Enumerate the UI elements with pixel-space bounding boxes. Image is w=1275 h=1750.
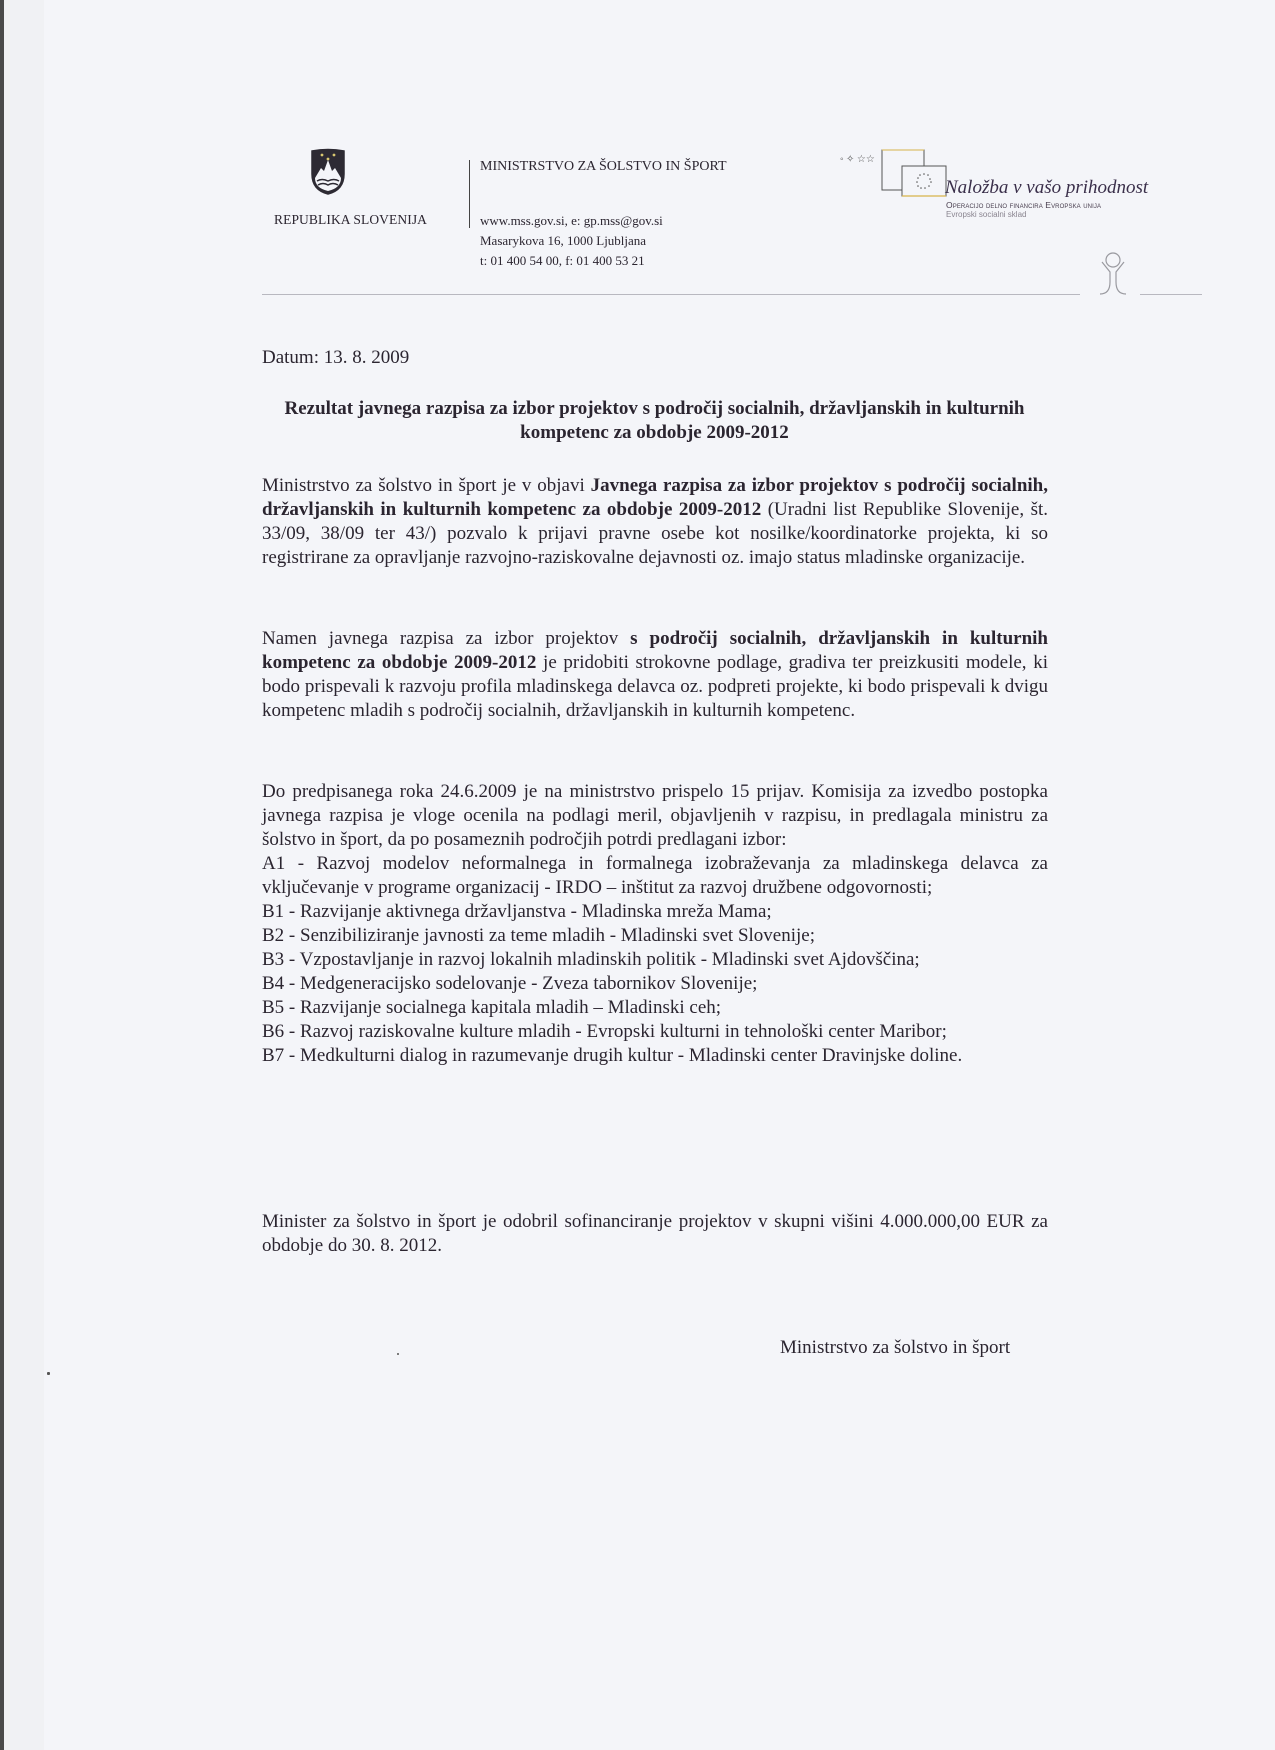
list-item: A1 - Razvoj modelov neformalnega in formalnega izobraževanja za mladinskega delavca za vključevanje v programe organizacij - IRDO – inštitut za razvoj družbene odgovornosti; — [262, 853, 1048, 898]
scan-speck — [47, 1372, 50, 1375]
eu-slogan: Naložba v vašo prihodnost — [945, 177, 1149, 198]
paragraph-intro-bold: Javnega razpisa za izbor projektov s področij socialnih, državljanskih in kulturnih kompetenc za obdobje 2009-2012 — [262, 475, 1048, 520]
contact-block — [480, 211, 663, 271]
svg-text:◦ ✧ ☆☆: ◦ ✧ ☆☆ — [840, 154, 875, 165]
paragraph-selection — [262, 780, 1048, 1068]
list-item: B2 - Senzibiliziranje javnosti za teme mladih - Mladinski svet Slovenije; — [262, 925, 815, 946]
list-item: B7 - Medkulturni dialog in razumevanje drugih kultur - Mladinski center Dravinjske doline. — [262, 1045, 963, 1066]
scan-speck — [397, 1353, 399, 1355]
header-divider — [469, 160, 470, 228]
paragraph-purpose-bold: s področij socialnih, državljanskih in kulturnih kompetenc za obdobje 2009-2012 — [262, 628, 1049, 673]
paragraph-intro-rest: (Uradni list Republike Slovenije, št. 33/09, 38/09 ter 43/) pozvalo k prijavi pravne osebe kot nosilke/koordinatorke projekta, ki so registrirane za opravljanje razvojno-raziskovalne dejavnosti oz. imajo status mladinske organizacije. — [262, 499, 1048, 568]
list-item: B6 - Razvoj raziskovalne kulture mladih - Evropski kulturni in tehnološki center Maribor; — [262, 1021, 947, 1042]
paragraph-purpose-rest: je pridobiti strokovne podlage, gradiva ter preizkusiti modele, ki bodo prispevali k razvoju profila mladinskega delavca oz. podpreti projekte, ki bodo prispevali k dvigu kompetenc mladih s področij socialnih, državljanskih in kulturnih kompetenc. — [262, 652, 1048, 721]
eu-flag-icon — [840, 148, 950, 208]
paragraph-purpose-text: Namen javnega razpisa za izbor projektov — [262, 628, 631, 649]
eu-fund-label: Evropski socialni sklad — [946, 210, 1027, 219]
coat-of-arms-icon — [308, 148, 348, 196]
scan-margin — [4, 0, 44, 1750]
list-item: B3 - Vzpostavljanje in razvoj lokalnih mladinskih politik - Mladinski svet Ajdovščina; — [262, 949, 920, 970]
document-title: Rezultat javnega razpisa za izbor projektov s področij socialnih, državljanskih in kulturnih kompetenc za obdobje 2009-2012 — [284, 398, 1025, 443]
list-item: B5 - Razvijanje socialnega kapitala mladih – Mladinski ceh; — [262, 997, 722, 1018]
selected-projects-list — [262, 852, 1048, 1068]
signature: Ministrstvo za šolstvo in šport — [780, 1337, 1011, 1358]
eu-subtitle: Operacijo delno financira Evropska unija — [946, 200, 1102, 210]
paragraph-funding: Minister za šolstvo in šport je odobril sofinanciranje projektov v skupni višini 4.000.000,00 EUR za obdobje do 30. 8. 2012. — [262, 1211, 1048, 1256]
paragraph-intro-text: Ministrstvo za šolstvo in šport je v objavi — [262, 475, 591, 496]
paragraph-purpose — [262, 627, 1048, 723]
document-date: Datum: 13. 8. 2009 — [262, 347, 410, 368]
list-item: B1 - Razvijanje aktivnega državljanstva - Mladinska mreža Mama; — [262, 901, 772, 922]
ministry-title: MINISTRSTVO ZA ŠOLSTVO IN ŠPORT — [480, 159, 727, 174]
person-figure-icon — [1080, 246, 1140, 296]
country-label: REPUBLIKA SLOVENIJA — [274, 212, 428, 227]
list-item: B4 - Medgeneracijsko sodelovanje - Zveza tabornikov Slovenije; — [262, 973, 758, 994]
contact-address: Masarykova 16, 1000 Ljubljana — [480, 233, 647, 248]
contact-phone-fax: t: 01 400 54 00, f: 01 400 53 21 — [480, 253, 645, 268]
contact-web-email: www.mss.gov.si, e: gp.mss@gov.si — [480, 213, 663, 228]
paragraph-selection-text: Do predpisanega roka 24.6.2009 je na ministrstvo prispelo 15 prijav. Komisija za izvedbo postopka javnega razpisa je vloge ocenila na podlagi meril, objavljenih v razpisu, in predlagala ministru za šolstvo in šport, da po posameznih področjih potrdi predlagani izbor: — [262, 781, 1048, 850]
header-rule — [262, 294, 1202, 295]
paragraph-intro — [262, 474, 1048, 570]
